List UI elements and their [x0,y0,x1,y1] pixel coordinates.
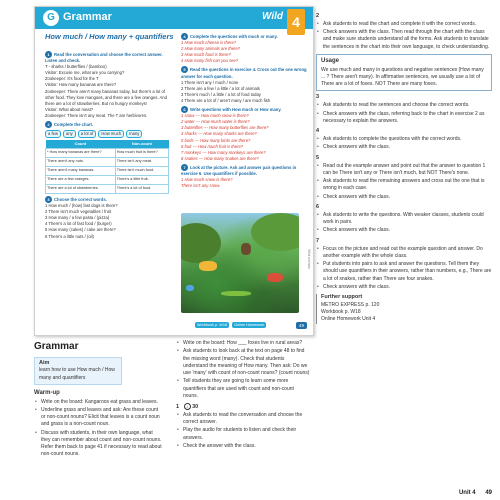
exercise-instruction: Read the conversation and choose the correct answer. Listen and check. [45,52,163,64]
teacher-notes-bottom-left [34,340,162,460]
chart-cell: There are a lot of strawberries. [46,185,116,194]
chart-cell: There are a few oranges. [46,176,116,185]
example-answer: There isn't any snow. [181,183,221,189]
chart-cell: There aren't many bananas. [46,167,116,176]
side-label: Wild animals [307,249,311,269]
teacher-notes-bottom-mid [176,340,310,451]
word-chip: How much [98,130,124,138]
section-number: 3 [316,94,320,101]
exercise-4 [181,33,307,64]
chart-row [46,149,169,158]
exercise-item: 4 How many fish can you see? [181,58,239,64]
dialog-line: T - sharks / butterflies / (bamboo) [45,64,107,70]
aim-title: Aim [39,359,50,366]
student-book-footer [195,321,307,329]
exercise-item: 4 sharks — How many sharks are there? [181,131,257,137]
monkey-figure [241,243,251,255]
grammar-header-bar [35,7,313,29]
exercise-item: 1 How much cheese is there? [181,40,237,46]
exercise-instruction: Complete the chart. [54,122,94,128]
exercise-5 [181,66,307,104]
section-number: 2 [316,13,320,19]
note-bullet: • Check answers with the class. [323,194,492,201]
usage-box [316,54,492,91]
aim-text: learn how to use How much / How many and quantifiers [39,367,115,381]
further-support-title: Further support [321,294,363,300]
exercise-item: 3 How much food is there? [181,52,231,58]
unit-label: Unit 4 [458,490,476,496]
example-question: 1 How much snow is there? [181,177,233,183]
note-bullet: • Write on the board: How ___ foxes live in rural areas? [183,340,310,347]
right-column [181,33,307,191]
section-number: 1 [176,404,180,410]
exercise-number: 7 [181,164,188,171]
butterfly-figure [186,285,194,291]
note-bullet: • Discuss with students, in their own language, what they can remember about count and non-count nouns. Refer them back to page 41 if necessary to read about non-count nouns. [41,430,162,459]
dialog-line: Visitor: How many bananas are there? [45,82,117,88]
note-bullet: • Write on the board: Kangaroos eat grass and leaves. [41,399,162,406]
workbook-ref: Workbook p. W18 [197,323,228,327]
exercise-item: 2 How many animals are there? [181,46,241,52]
exercise-item: 6 There's a little nuts / (oil) [45,233,94,239]
note-bullet: • Ask students to look back at the text on page 48 to find the missing word (many). Check that students understand the meaning of How many. Then ask: Do we use 'many' with count of non-count nouns? (count nouns) [183,348,310,377]
notes-section-2 [316,13,492,51]
word-chip: any [63,130,76,138]
exercise-1 [45,51,173,119]
exercise-3 [45,196,173,240]
note-bullet: • Ask students to read the sentences and choose the correct words. [323,102,492,109]
dialog-line: Visitor: What about meat? [45,106,94,112]
further-support-box [316,294,492,324]
note-bullet: • Tell students they are going to learn some more quantifiers that are used with count and non-count nouns. [183,378,310,400]
exercise-item: 4 There are a lot of / aren't many / are much fish [181,97,271,103]
exercise-item: 2 water — How much water is there? [181,119,250,125]
note-bullet: • Play the audio for students to listen and check their answers. [183,427,310,442]
exercise-item: 7 monkeys — How many monkeys are there? [181,149,266,155]
student-book-page [34,6,314,336]
chart-cell: * How many bananas are there? [46,149,116,158]
chart-cell: There isn't any meat. [115,158,168,167]
usage-title: Usage [321,57,340,64]
note-bullet: • Check answers with the class. [323,284,492,291]
tree-foliage [181,223,221,263]
left-column [45,51,173,242]
section-number: 6 [316,203,320,210]
exercise-instruction: Choose the correct words. [54,197,107,203]
exercise-item: 8 snakes — How many snakes are there? [181,155,259,161]
notes-section-3 [316,94,492,125]
exercise-instruction: Complete the questions with much or many. [190,34,278,39]
notes-section-5 [316,155,492,201]
parrot-figure [267,273,283,282]
exercise-item: 1 There isn't any / much / none [181,79,239,85]
note-bullet: • Focus on the picture and read out the example question and answer. Do another example with the whole class. [323,246,492,261]
dialog-line: Zookeeper: There isn't any meat. The T are herbivores. [45,112,148,118]
chart-cell: There isn't much food. [115,167,168,176]
aim-box [34,357,122,385]
grammar-title: Grammar [63,11,112,23]
further-support-line: Online Homework Unit 4 [321,316,376,323]
teacher-notes-right [316,10,492,324]
further-support-line: METRO EXPRESS p. 120 [321,301,380,308]
online-homework-ref: Online Homework [234,323,265,327]
student-page-number: 49 [296,322,307,329]
chart-row [46,185,169,194]
section-number-with-audio [176,403,310,412]
chart-row [46,158,169,167]
dialog-line: Zookeeper: It's food for the T [45,76,99,82]
exercise-item: 1 snow — How much snow is there? [181,113,249,119]
exercise-number: 3 [45,196,52,203]
section-number: 7 [316,237,320,244]
warmup-title: Warm-up [34,389,60,396]
exercise-instruction: Look at the picture. Ask and answer pair questions in exercise 6. Use quantifiers if possible. [181,164,297,176]
exercise-instruction: Read the questions in exercise 4. Cross out the one wrong answer for each question. [181,67,307,79]
quantifier-chart [45,140,169,194]
note-bullet: • Check answers with the class. Then read through the chart with the class and make sure students understand all the forms. Ask students to translate the sentences in the chart into their own language, to check understanding. [323,29,492,51]
chart-cell: There's a lot of food. [115,185,168,194]
exercise-item: 2 There are a few / a little / a lot of animals [181,85,260,91]
tree-foliage [251,213,299,251]
exercise-number: 2 [45,121,52,128]
note-bullet: • Ask students to complete the questions with the correct words. [323,136,492,143]
note-bullet: • Ask students to write the questions. With weaker classes, students could work in pairs. [323,212,492,227]
snake-figure [221,291,251,296]
exercise-number: 5 [181,66,188,73]
notes-section-4 [316,128,492,151]
wild-label: Wild [261,11,283,22]
unit-number-tab: 4 [287,9,305,35]
word-chip: a lot of [78,130,97,138]
exercise-item: 2 There isn't much vegetables / fruit [45,209,112,215]
note-bullet: • Ask students to read the remaining answers and cross out the one that is wrong in each case. [323,178,492,193]
chart-cell: There aren't any nuts. [46,158,116,167]
exercise-number: 1 [45,51,52,58]
exercise-instruction: Write questions with How much or How many. [190,107,282,113]
chart-row [46,167,169,176]
note-bullet: • Check the answer with the class. [183,443,310,450]
dialog-line: Zookeeper: There aren't many bananas today, but there's a lot of other food. They love mangoes, and there are a few oranges. And there are a lot of strawberries. But no hungry monkeys! [45,88,167,106]
exercise-7 [181,164,307,189]
chart-header: Non-count [115,140,168,148]
note-bullet: • Check answers with the class. [323,227,492,234]
exercise-number: 4 [181,33,188,40]
exercise-item: 3 butterflies — How many butterflies are there? [181,125,269,131]
note-bullet: • Ask students to read the chart and complete it with the correct words. [323,21,492,28]
exercise-item: 6 fruit — How much fruit is there? [181,143,244,149]
note-bullet: • Ask students to read the conversation and choose the correct answer. [183,412,310,427]
section-number: 4 [316,128,320,135]
section-number: 5 [316,154,320,161]
notes-section-6 [316,204,492,235]
exercise-item: 3 There's much / a little / a lot of food today [181,91,261,97]
note-bullet: • Underline grass and leaves and ask: Are these count or non-count nouns? Elicit that leaves is a count noun and grass is a non-count noun. [41,407,162,429]
note-bullet: • Check answers with the class, referring back to the chart in exercise 2 as necessary to explain the answers. [323,111,492,126]
grammar-badge-icon: G [43,10,59,26]
chart-cell: How much fruit is there? [115,149,168,158]
note-bullet: • Check answers with the class. [323,144,492,151]
exercise-item: 4 There's a lot of fast food / (burger) [45,221,112,227]
note-bullet: • Read out the example answer and point out that the answer to question 1 can be There isn't any or There isn't much, but NOT There's none. [323,163,492,178]
dialog-line: Visitor: Excuse me, what are you carrying? [45,70,125,76]
chart-header: Count [46,140,116,148]
exercise-6 [181,106,307,162]
chart-cell: There's a little fruit. [115,176,168,185]
audio-track-icon: ♪ [184,403,191,410]
tiger-figure [199,261,217,271]
exercise-item: 3 How many / a few pasta / (pizza) [45,215,110,221]
note-bullet: • Put students into pairs to ask and answer the questions. Tell them they should use quantifiers in their answers, rather than numbers, e.g., There are a lot of snakes, rather than There are four snakes. [323,261,492,283]
further-support-line: Workbook p. W18 [321,309,361,316]
exercise-item: 5 birds — How many birds are there? [181,137,251,143]
usage-text: We use much and many in questions and negative sentences (How many ... ? There aren't many). In affirmative sentences, we usually use a lot of There are a lot of foxes. NOT There are many foxes. [321,66,484,88]
exercise-2 [45,121,173,194]
exercise-item: 5 How many (cakes) / cake are there? [45,227,116,233]
page-footer [451,490,492,496]
notes-grammar-title: Grammar [34,341,79,352]
notes-section-7 [316,238,492,291]
audio-track-number: 30 [192,404,199,410]
chart-row [46,176,169,185]
exercise-number: 6 [181,106,188,113]
word-chip: a few [45,130,61,138]
exercise-item: 1 How much / (how) fast dogs is there? [45,203,118,209]
word-chip: many [126,130,142,138]
page-number: 49 [485,490,492,496]
word-box [45,130,173,138]
section-heading: How much / How many + quantifiers [45,32,174,41]
jungle-animals-illustration [181,213,299,313]
